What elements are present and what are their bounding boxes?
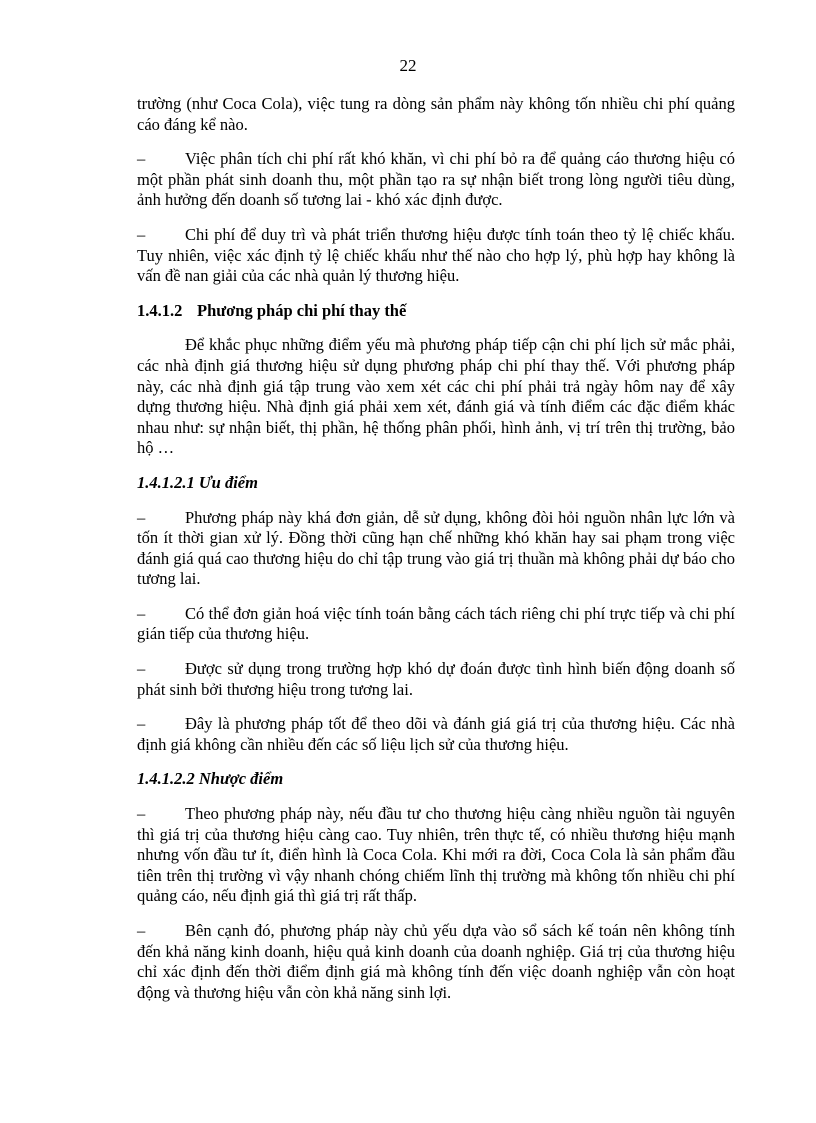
bullet-dash: – <box>137 224 146 244</box>
bullet-text: Có thể đơn giản hoá việc tính toán bằng cách tách riêng chi phí trực tiếp và chi phí gián tiếp của thương hiệu. <box>137 603 735 644</box>
bullet-text: Chi phí để duy trì và phát triển thương hiệu được tính toán theo tỷ lệ chiếc khấu. Tuy nhiên, việc xác định tỷ lệ chiếc khấu như thế nào cho hợp lý, phù hợp hay không là vấn đề nan giải của các nhà quản lý thương hiệu. <box>137 224 735 286</box>
section-title: Phương pháp chi phí thay thế <box>197 300 407 320</box>
bullet-item <box>137 604 735 645</box>
bullet-item <box>137 804 735 907</box>
bullet-text: Bên cạnh đó, phương pháp này chủ yếu dựa vào sổ sách kế toán nên không tính đến khả năng kinh doanh, hiệu quả kinh doanh của doanh nghiệp. Giá trị của thương hiệu chỉ xác định đến thời điểm định giá mà không tính đến việc doanh nghiệp vẫn còn hoạt động và thương hiệu vẫn còn khả năng sinh lợi. <box>137 921 735 1002</box>
bullet-text: Việc phân tích chi phí rất khó khăn, vì chi phí bỏ ra để quảng cáo thương hiệu có một phần phát sinh doanh thu, một phần tạo ra sự nhận biết trong lòng người tiêu dùng, ảnh hưởng đến doanh số tương lai - khó xác định được. <box>137 149 735 210</box>
page-number: 22 <box>399 56 417 75</box>
bullet-item <box>137 921 735 1003</box>
bullet-item <box>137 659 735 700</box>
bullet-dash: – <box>137 921 146 940</box>
bullet-dash: – <box>137 659 146 679</box>
bullet-text: Được sử dụng trong trường hợp khó dự đoán được tình hình biến động doanh số phát sinh bởi thương hiệu trong tương lai. <box>137 659 735 699</box>
bullet-item <box>137 714 735 755</box>
bullet-dash: – <box>137 714 146 734</box>
bullet-item <box>137 508 735 590</box>
bullet-dash: – <box>137 507 146 527</box>
bullet-text: Đây là phương pháp tốt để theo dõi và đánh giá giá trị của thương hiệu. Các nhà định giá không cần nhiều đến các số liệu lịch sử của thương hiệu. <box>137 714 735 754</box>
document-body <box>137 94 735 1017</box>
section-number: 1.4.1.2 <box>137 300 183 320</box>
subsection-heading-disadvantages: 1.4.1.2.2 Nhược điểm <box>137 769 284 789</box>
paragraph: Để khắc phục những điểm yếu mà phương pháp tiếp cận chi phí lịch sử mắc phải, các nhà định giá thương hiệu sử dụng phương pháp chi phí thay thế. Với phương pháp này, các nhà định giá tập trung vào xem xét các chi phí phải trả ngày hôm nay để xây dựng thương hiệu. Nhà định giá phải xem xét, đánh giá và tính điểm các đặc điểm khác nhau như: sự nhận biết, thị phần, hệ thống phân phối, hình ảnh, vị trí trên thị trường, bảo hộ … <box>137 335 735 458</box>
bullet-dash: – <box>137 603 146 623</box>
bullet-dash: – <box>137 804 146 824</box>
bullet-item <box>137 225 735 287</box>
subsection-heading-advantages: 1.4.1.2.1 Ưu điểm <box>137 472 258 492</box>
bullet-dash: – <box>137 149 146 169</box>
section-heading <box>137 301 735 322</box>
bullet-text: Phương pháp này khá đơn giản, dễ sử dụng, không đòi hỏi nguồn nhân lực lớn và tốn ít thời gian xử lý. Đồng thời cũng hạn chế những khó khăn hay sai phạm trong việc đánh giá quá cao thương hiệu do chỉ tập trung vào giá trị thuần mà không phải dự báo cho tương lai. <box>137 507 735 589</box>
bullet-text: Theo phương pháp này, nếu đầu tư cho thương hiệu càng nhiều nguồn tài nguyên thì giá trị của thương hiệu càng cao. Tuy nhiên, trên thực tế, có nhiều thương hiệu mạnh nhưng vốn đầu tư ít, điển hình là Coca Cola. Khi mới ra đời, Coca Cola là sản phẩm đầu tiên trên thị trường vì vậy nhanh chóng chiếm lĩnh thị trường mà không tốn nhiều chi phí quảng cáo, nếu định giá thì giá trị rất thấp. <box>137 804 735 906</box>
bullet-item <box>137 149 735 211</box>
paragraph-continuation: trường (như Coca Cola), việc tung ra dòng sản phẩm này không tốn nhiều chi phí quảng cáo đáng kể nào. <box>137 94 735 134</box>
